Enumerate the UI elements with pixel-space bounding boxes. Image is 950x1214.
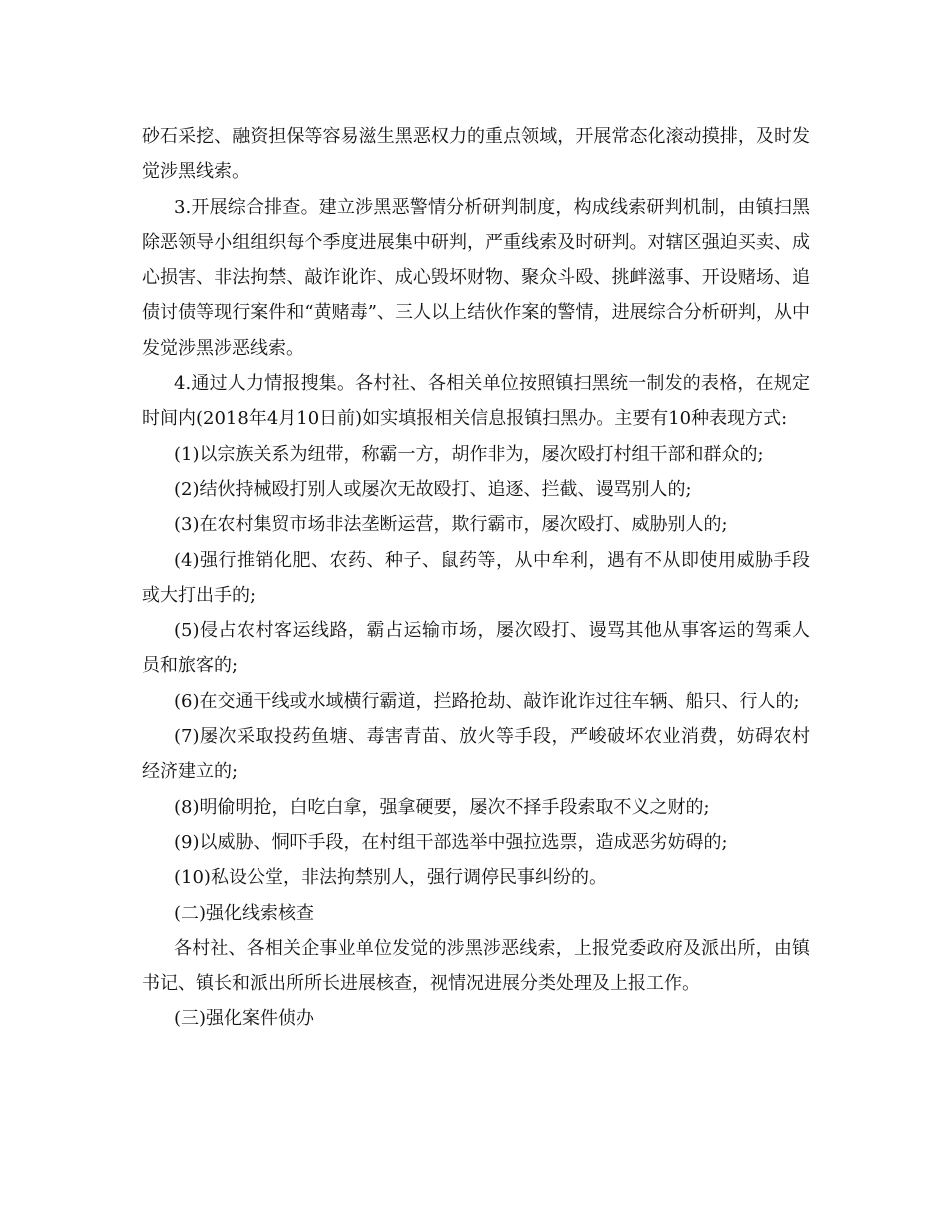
paragraph-item-3: 3.开展综合排查。建立涉黑恶警情分析研判制度，构成线索研判机制，由镇扫黑除恶领导小组组织每个季度进展集中研判，严重线索及时研判。对辖区强迫买卖、成心损害、非法拘禁、敲诈讹诈、成心毁坏财物、聚众斗殴、挑衅滋事、开设赌场、追债讨债等现行案件和“黄赌毒”、三人以上结伙作案的警情，进展综合分析研判，从中发觉涉黑涉恶线索。 xyxy=(142,196,810,359)
section-heading-3: (三)强化案件侦办 xyxy=(174,1008,315,1030)
list-item-7: (7)屡次采取投药鱼塘、毒害青苗、放火等手段，严峻破坏农业消费，妨碍农村经济建立的; xyxy=(142,726,810,783)
list-item-2: (2)结伙持械殴打别人或屡次无故殴打、追逐、拦截、谩骂别人的; xyxy=(174,478,692,500)
paragraph-item-4: 4.通过人力情报搜集。各村社、各相关单位按照镇扫黑统一制发的表格，在规定时间内(2018年4月10日前)如实填报相关信息报镇扫黑办。主要有10种表现方式: xyxy=(142,373,810,430)
list-item-8: (8)明偷明抢，白吃白拿，强拿硬要，屡次不择手段索取不义之财的; xyxy=(174,796,710,818)
paragraph-verification: 各村社、各相关企事业单位发觉的涉黑涉恶线索，上报党委政府及派出所，由镇书记、镇长和派出所所长进展核查，视情况进展分类处理及上报工作。 xyxy=(142,937,810,995)
document-body xyxy=(142,119,810,1037)
list-item-9: (9)以威胁、恫吓手段，在村组干部选举中强拉选票，造成恶劣妨碍的; xyxy=(174,831,728,853)
list-item-3: (3)在农村集贸市场非法垄断运营，欺行霸市，屡次殴打、威胁别人的; xyxy=(174,514,728,536)
list-item-10: (10)私设公堂，非法拘禁别人，强行调停民事纠纷的。 xyxy=(174,867,607,889)
list-item-6: (6)在交通干线或水域横行霸道，拦路抢劫、敲诈讹诈过往车辆、船只、行人的; xyxy=(174,690,800,712)
list-item-5: (5)侵占农村客运线路，霸占运输市场，屡次殴打、谩骂其他从事客运的驾乘人员和旅客的; xyxy=(142,620,810,677)
paragraph-continuation: 砂石采挖、融资担保等容易滋生黑恶权力的重点领域，开展常态化滚动摸排，及时发觉涉黑线索。 xyxy=(142,126,810,183)
list-item-1: (1)以宗族关系为纽带，称霸一方，胡作非为，屡次殴打村组干部和群众的; xyxy=(174,443,764,465)
section-heading-2: (二)强化线索核查 xyxy=(174,902,315,924)
list-item-4: (4)强行推销化肥、农药、种子、鼠药等，从中牟利，遇有不从即使用威胁手段或大打出手的; xyxy=(142,549,810,606)
